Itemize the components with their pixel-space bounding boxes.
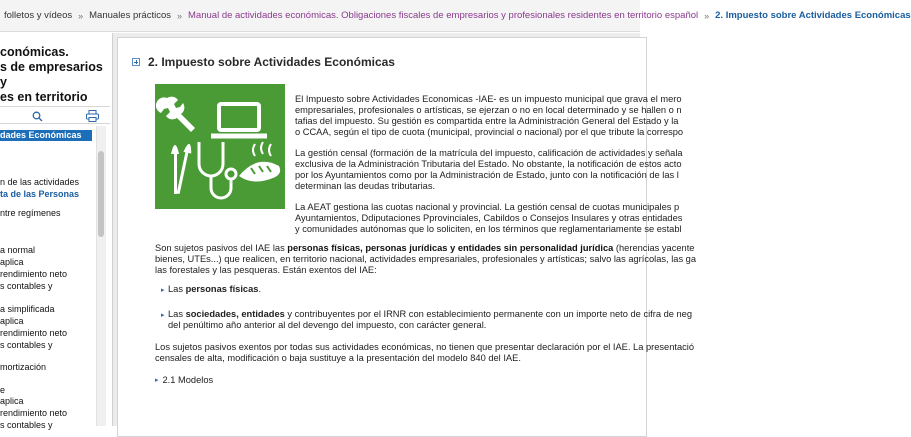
sidebar-title-line: es en territorio bbox=[0, 90, 88, 104]
tree-item[interactable]: aplica bbox=[0, 396, 24, 406]
bullet-suffix: . bbox=[258, 284, 262, 294]
gestion-line: exclusiva de la Administración Tributaria del Estado. No obstante, la notificación de estos acto bbox=[295, 159, 682, 169]
breadcrumb-item-manual[interactable]: Manual de actividades económicas. Obligaciones fiscales de empresarios y profesionales residentes en territorio español bbox=[188, 10, 699, 21]
tree-item[interactable]: mortización bbox=[0, 362, 47, 372]
bullet-line: del penúltimo año anterior al del devengo del impuesto, con carácter general. bbox=[168, 320, 487, 330]
bullet-prefix: Las bbox=[168, 309, 186, 319]
tree-item[interactable]: n de las actividades bbox=[0, 177, 80, 187]
intro-line: El Impuesto sobre Actividades Economicas -IAE- es un impuesto municipal que grava el mero bbox=[295, 94, 682, 104]
tree-item[interactable]: aplica bbox=[0, 316, 24, 326]
tree-item-selected[interactable]: dades Económicas bbox=[0, 130, 92, 141]
sidebar-scrollbar-thumb[interactable] bbox=[98, 151, 104, 237]
section-header[interactable] bbox=[132, 55, 395, 69]
bullet-suffix: y contribuyentes por el IRNR con establecimiento permanente con un importe neto de cifra de neg bbox=[284, 309, 693, 319]
breadcrumb-separator: » bbox=[177, 10, 183, 21]
laptop-icon bbox=[211, 104, 267, 136]
sujetos-line: las forestales y las pesqueras. Están exentos del IAE: bbox=[155, 265, 377, 275]
tree-item[interactable]: e bbox=[0, 385, 6, 395]
content-panel bbox=[117, 37, 697, 437]
intro-line: empresariales, profesionales o artísticas, se ejerzan o no en local determinado y se hallen o n bbox=[295, 105, 682, 115]
tree-item[interactable]: s contables y bbox=[0, 420, 53, 430]
sidebar-tree bbox=[0, 126, 96, 430]
tree-item[interactable]: rendimiento neto bbox=[0, 408, 68, 418]
gestion-line: La gestión censal (formación de la matrícula del impuesto, calificación de actividades y señala bbox=[295, 148, 683, 158]
sidebar bbox=[0, 33, 113, 430]
sidebar-toolbar bbox=[0, 106, 110, 124]
aeat-line: La AEAT gestiona las cuotas nacional y provincial. La gestión censal de cuotas municipales p bbox=[295, 202, 680, 212]
stethoscope-icon bbox=[199, 142, 236, 198]
sujetos-bold: personas físicas, personas jurídicas y entidades sin personalidad jurídica bbox=[287, 243, 614, 253]
expand-icon[interactable] bbox=[132, 58, 140, 66]
tree-item[interactable]: a normal bbox=[0, 245, 36, 255]
sidebar-title-line: conómicas. bbox=[0, 45, 69, 59]
brush-icon bbox=[171, 143, 193, 194]
gestion-line: determinan las deudas tributarias. bbox=[295, 181, 436, 191]
exentos-line: Los sujetos pasivos exentos por todas sus actividades económicas, no tienen que presentar declaración por el IAE. La presentació bbox=[155, 342, 695, 352]
subsection-modelos[interactable] bbox=[155, 375, 213, 385]
breadcrumb-item-manuales[interactable]: Manuales prácticos bbox=[89, 10, 171, 21]
sujetos-suffix: (herencias yacente bbox=[613, 243, 695, 253]
breadcrumb-separator: » bbox=[78, 10, 84, 21]
tree-item[interactable]: ntre regímenes bbox=[0, 208, 61, 218]
bullet-arrow-icon: ▸ bbox=[161, 312, 165, 319]
bullet-bold: personas físicas bbox=[185, 284, 259, 294]
gestion-line: por los Ayuntamientos como por la Administración de Estado, junto con la notificación de las l bbox=[295, 170, 679, 180]
main-content bbox=[113, 33, 697, 426]
section-title: 2. Impuesto sobre Actividades Económicas bbox=[148, 55, 395, 69]
tree-item[interactable]: aplica bbox=[0, 257, 24, 267]
expand-arrow-icon[interactable]: ▸ bbox=[155, 377, 159, 384]
tree-item[interactable]: rendimiento neto bbox=[0, 328, 68, 338]
aeat-line: y comunidades autónomas que lo soliciten, en los términos que reglamentariamente se establ bbox=[295, 224, 682, 234]
sidebar-title-line: s de empresarios y bbox=[0, 60, 103, 89]
breadcrumb-separator: » bbox=[704, 10, 710, 21]
intro-line: o CCAA, según el tipo de cuota (municipal, provincial o nacional) por el que tribute la correspo bbox=[295, 127, 684, 137]
tree-item[interactable]: a simplificada bbox=[0, 304, 55, 314]
bullet-item bbox=[168, 309, 692, 320]
sidebar-title bbox=[0, 45, 113, 105]
sujetos-prefix: Son sujetos pasivos del IAE las bbox=[155, 243, 288, 253]
bread-icon bbox=[239, 142, 280, 182]
bullet-prefix: Las bbox=[168, 284, 186, 294]
exentos-line: censales de alta, modificación o baja sustituye a la presentación del modelo 840 del IAE. bbox=[155, 353, 521, 363]
tree-item-link[interactable]: ta de las Personas bbox=[0, 189, 80, 199]
tree-item[interactable]: s contables y bbox=[0, 281, 53, 291]
print-icon[interactable] bbox=[86, 110, 99, 122]
search-icon[interactable] bbox=[32, 111, 43, 122]
bullet-arrow-icon: ▸ bbox=[161, 287, 165, 294]
breadcrumb-item-current: 2. Impuesto sobre Actividades Económicas bbox=[715, 10, 911, 21]
sujetos-line: bienes, UTEs...) que realicen, en territorio nacional, actividades empresariales, profesionales y artísticas; salvo las agrícolas, las ga bbox=[155, 254, 697, 264]
aeat-line: Ayuntamientos, Ddiputaciones Pprovinciales, Cabildos o Consejos Insulares y otras entidades bbox=[295, 213, 683, 223]
wrench-icon bbox=[156, 97, 195, 132]
tree-item[interactable]: s contables y bbox=[0, 340, 53, 350]
illustration bbox=[155, 84, 285, 209]
sujetos-line bbox=[155, 243, 694, 254]
breadcrumb bbox=[0, 0, 911, 32]
intro-line: tafias del impuesto. Su gestión es compartida entre la Administración General del Estado y la bbox=[295, 116, 679, 126]
bullet-item bbox=[168, 284, 261, 295]
tree-item[interactable]: rendimiento neto bbox=[0, 269, 68, 279]
bullet-bold: sociedades, entidades bbox=[185, 309, 285, 319]
subsection-label[interactable]: 2.1 Modelos bbox=[162, 375, 214, 385]
breadcrumb-item-folletos[interactable]: folletos y vídeos bbox=[4, 10, 73, 21]
illustration-graphic bbox=[155, 84, 285, 209]
